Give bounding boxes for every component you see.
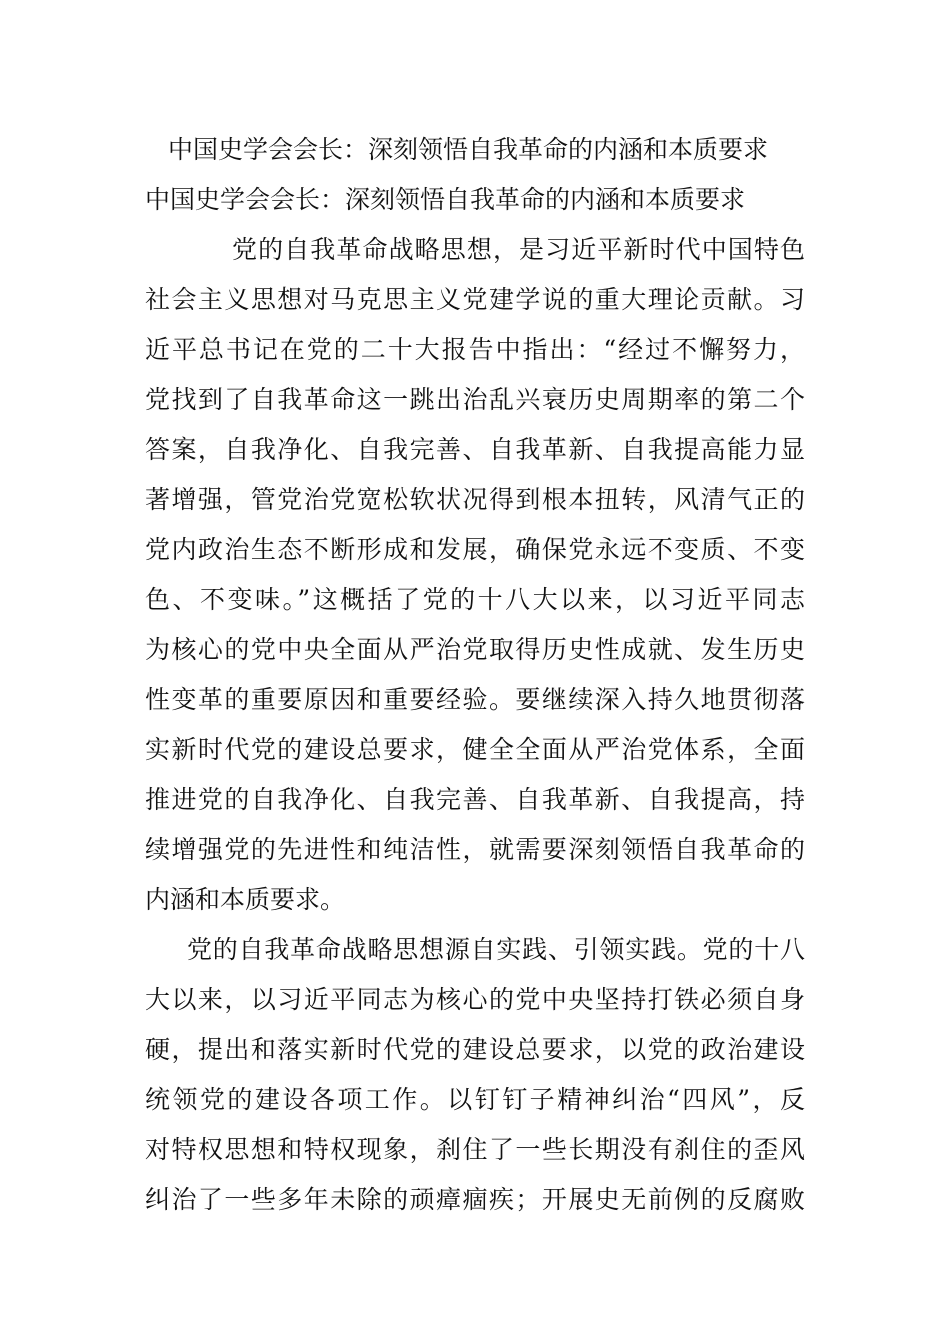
paragraph-2-line: 纠治了一些多年未除的顽瘴痼疾；开展史无前例的反腐败 [145,1185,805,1214]
paragraph-1-line: 续增强党的先进性和纯洁性，就需要深刻领悟自我革命的 [145,835,805,864]
paragraph-1-line: 色、不变味。”这概括了党的十八大以来，以习近平同志 [145,585,805,614]
paragraph-1-line: 推进党的自我净化、自我完善、自我革新、自我提高，持 [145,785,805,814]
paragraph-1-line: 著增强，管党治党宽松软状况得到根本扭转，风清气正的 [145,485,805,514]
paragraph-1-line: 社会主义思想对马克思主义党建学说的重大理论贡献。习 [145,285,805,314]
paragraph-1-line: 党内政治生态不断形成和发展，确保党永远不变质、不变 [145,535,805,564]
paragraph-1-line: 性变革的重要原因和重要经验。要继续深入持久地贯彻落 [145,685,805,714]
paragraph-1-line: 实新时代党的建设总要求，健全全面从严治党体系，全面 [145,735,805,764]
paragraph-1-line: 近平总书记在党的二十大报告中指出：“经过不懈努力， [145,335,805,364]
paragraph-2-line: 党的自我革命战略思想源自实践、引领实践。党的十八 [187,935,805,964]
paragraph-2-line: 对特权思想和特权现象，刹住了一些长期没有刹住的歪风 [145,1135,805,1164]
paragraph-2-line: 大以来，以习近平同志为核心的党中央坚持打铁必须自身 [145,985,805,1014]
paragraph-1-line: 答案，自我净化、自我完善、自我革新、自我提高能力显 [145,435,805,464]
paragraph-1-line: 党的自我革命战略思想，是习近平新时代中国特色 [232,235,805,264]
paragraph-2-line: 硬，提出和落实新时代党的建设总要求，以党的政治建设 [145,1035,805,1064]
title-line-2: 中国史学会会长：深刻领悟自我革命的内涵和本质要求 [145,185,746,214]
paragraph-1-line: 为核心的党中央全面从严治党取得历史性成就、发生历史 [145,635,805,664]
paragraph-1-line: 内涵和本质要求。 [145,885,346,914]
paragraph-2-line: 统领党的建设各项工作。以钉钉子精神纠治“四风”，反 [145,1085,805,1114]
paragraph-1-line: 党找到了自我革命这一跳出治乱兴衰历史周期率的第二个 [145,385,805,414]
title-line-1: 中国史学会会长：深刻领悟自我革命的内涵和本质要求 [168,135,769,164]
